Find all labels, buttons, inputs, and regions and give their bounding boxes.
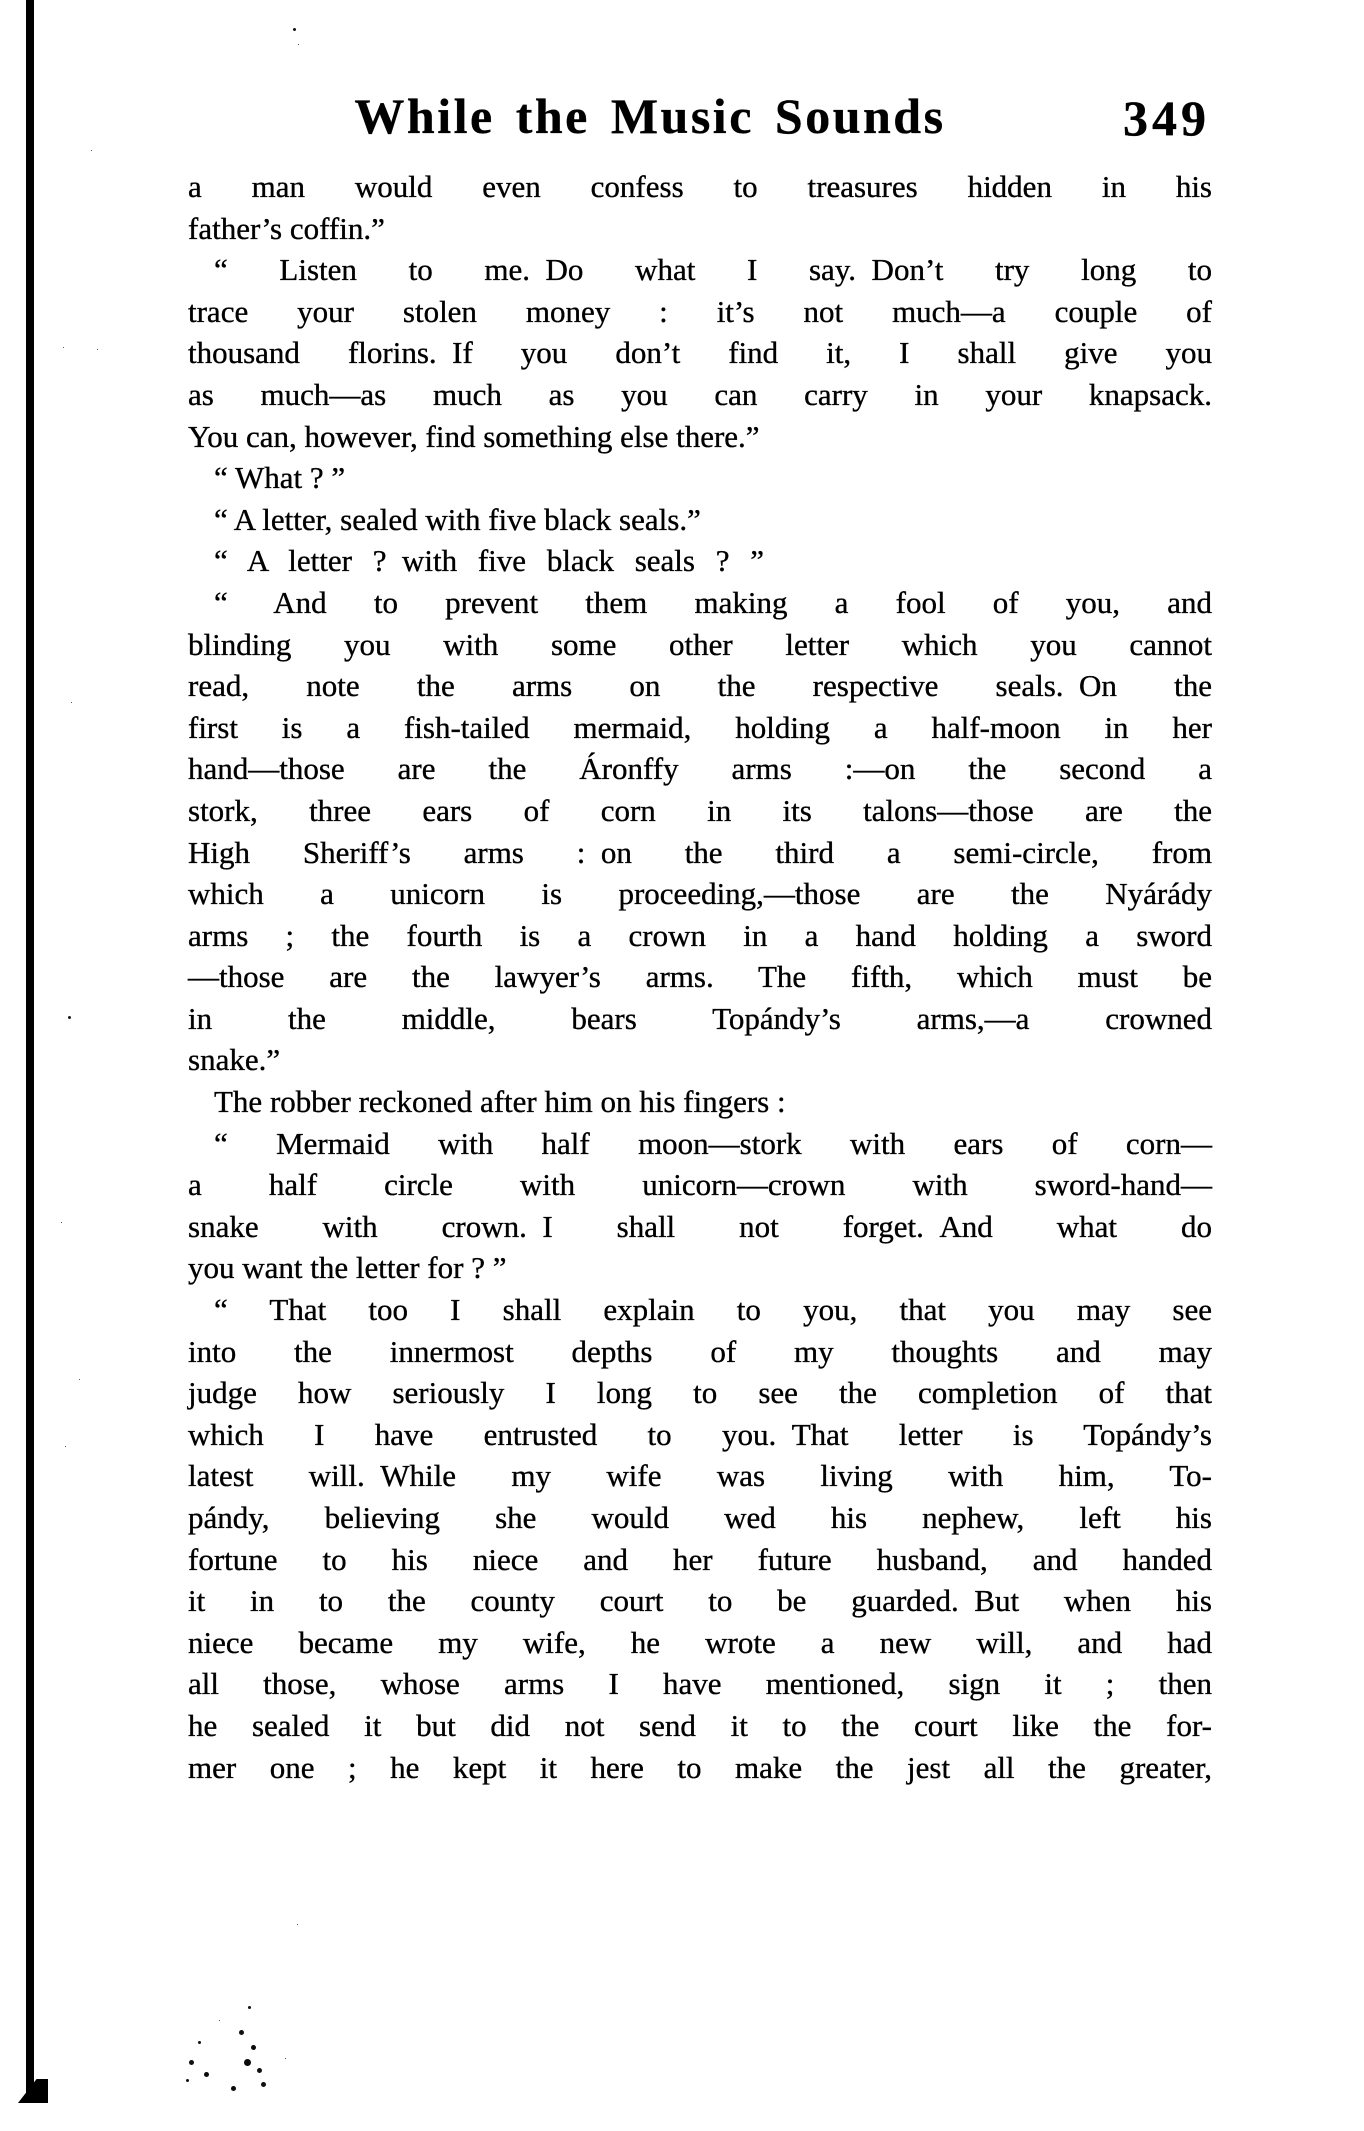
paragraph bbox=[188, 166, 1212, 249]
running-title: While the Music Sounds bbox=[354, 88, 946, 144]
text-line: arms ; the fourth is a crown in a hand holding a sword bbox=[188, 917, 1212, 953]
text-column bbox=[188, 166, 1212, 1788]
text-line: High Sheriff’s arms : on the third a semi-circle, from bbox=[188, 834, 1212, 870]
text-line: all those, whose arms I have mentioned, sign it ; then bbox=[188, 1666, 1212, 1702]
text-line: stork, three ears of corn in its talons—those are the bbox=[188, 792, 1212, 828]
text-line: blinding you with some other letter which you cannot bbox=[188, 626, 1212, 662]
page-header bbox=[188, 86, 1212, 156]
text-line: niece became my wife, he wrote a new will, and had bbox=[188, 1624, 1212, 1660]
text-line: “ And to prevent them making a fool of you, and bbox=[214, 584, 1212, 620]
text-line: snake.” bbox=[188, 1042, 281, 1078]
text-line: you want the letter for ? ” bbox=[188, 1250, 507, 1286]
text-line: pándy, believing she would wed his nephew, left his bbox=[188, 1500, 1212, 1535]
text-line: judge how seriously I long to see the completion of that bbox=[188, 1375, 1212, 1411]
text-line: “ Listen to me. Do what I say. Don’t try long to bbox=[214, 252, 1212, 288]
text-line: —those are the lawyer’s arms. The fifth, which must be bbox=[188, 959, 1212, 995]
ink-speckles bbox=[0, 0, 3, 3]
text-line: trace your stolen money : it’s not much—a couple of bbox=[188, 293, 1212, 329]
text-line: read, note the arms on the respective seals. On the bbox=[188, 668, 1212, 704]
text-line: thousand florins. If you don’t find it, I shall give you bbox=[188, 335, 1212, 371]
text-line: “ A letter ? with five black seals ? ” bbox=[214, 543, 765, 579]
paragraph bbox=[188, 1289, 1212, 1788]
paragraph bbox=[188, 249, 1212, 457]
text-line: mer one ; he kept it here to make the jest all the greater, bbox=[188, 1749, 1212, 1785]
text-line: snake with crown. I shall not forget. And what do bbox=[188, 1208, 1212, 1244]
paragraph bbox=[188, 1081, 1212, 1123]
page-number: 349 bbox=[1123, 90, 1210, 146]
text-line: a half circle with unicorn—crown with sword-hand— bbox=[188, 1167, 1212, 1203]
text-line: “ Mermaid with half moon—stork with ears of corn— bbox=[214, 1125, 1212, 1161]
paragraph bbox=[188, 457, 1212, 499]
text-line: as much—as much as you can carry in your knapsack. bbox=[188, 376, 1212, 412]
text-line: father’s coffin.” bbox=[188, 210, 385, 246]
paragraph bbox=[188, 582, 1212, 1081]
paragraph bbox=[188, 540, 1212, 582]
text-line: first is a fish-tailed mermaid, holding a half-moon in her bbox=[188, 709, 1212, 745]
text-line: fortune to his niece and her future husband, and handed bbox=[188, 1541, 1212, 1577]
text-line: in the middle, bears Topándy’s arms,—a crowned bbox=[188, 1000, 1212, 1036]
text-line: “ What ? ” bbox=[214, 460, 346, 496]
paragraph bbox=[188, 1123, 1212, 1289]
text-line: which I have entrusted to you. That letter is Topándy’s bbox=[188, 1416, 1212, 1452]
text-line: it in to the county court to be guarded. But when his bbox=[188, 1583, 1212, 1619]
text-line: which a unicorn is proceeding,—those are the Nyárády bbox=[188, 876, 1212, 912]
text-line: “ A letter, sealed with five black seals.” bbox=[214, 501, 701, 537]
text-line: into the innermost depths of my thoughts and may bbox=[188, 1333, 1212, 1369]
scan-binding-line bbox=[26, 0, 34, 2103]
text-line: latest will. While my wife was living with him, To- bbox=[188, 1458, 1212, 1494]
text-line: hand—those are the Áronffy arms :—on the second a bbox=[188, 751, 1212, 787]
text-line: “ That too I shall explain to you, that you may see bbox=[214, 1292, 1212, 1328]
paragraph bbox=[188, 499, 1212, 541]
text-line: The robber reckoned after him on his fingers : bbox=[214, 1084, 786, 1120]
text-line: he sealed it but did not send it to the court like the for- bbox=[188, 1707, 1212, 1743]
text-line: You can, however, find something else there.” bbox=[188, 418, 760, 454]
text-line: a man would even confess to treasures hidden in his bbox=[188, 169, 1212, 204]
